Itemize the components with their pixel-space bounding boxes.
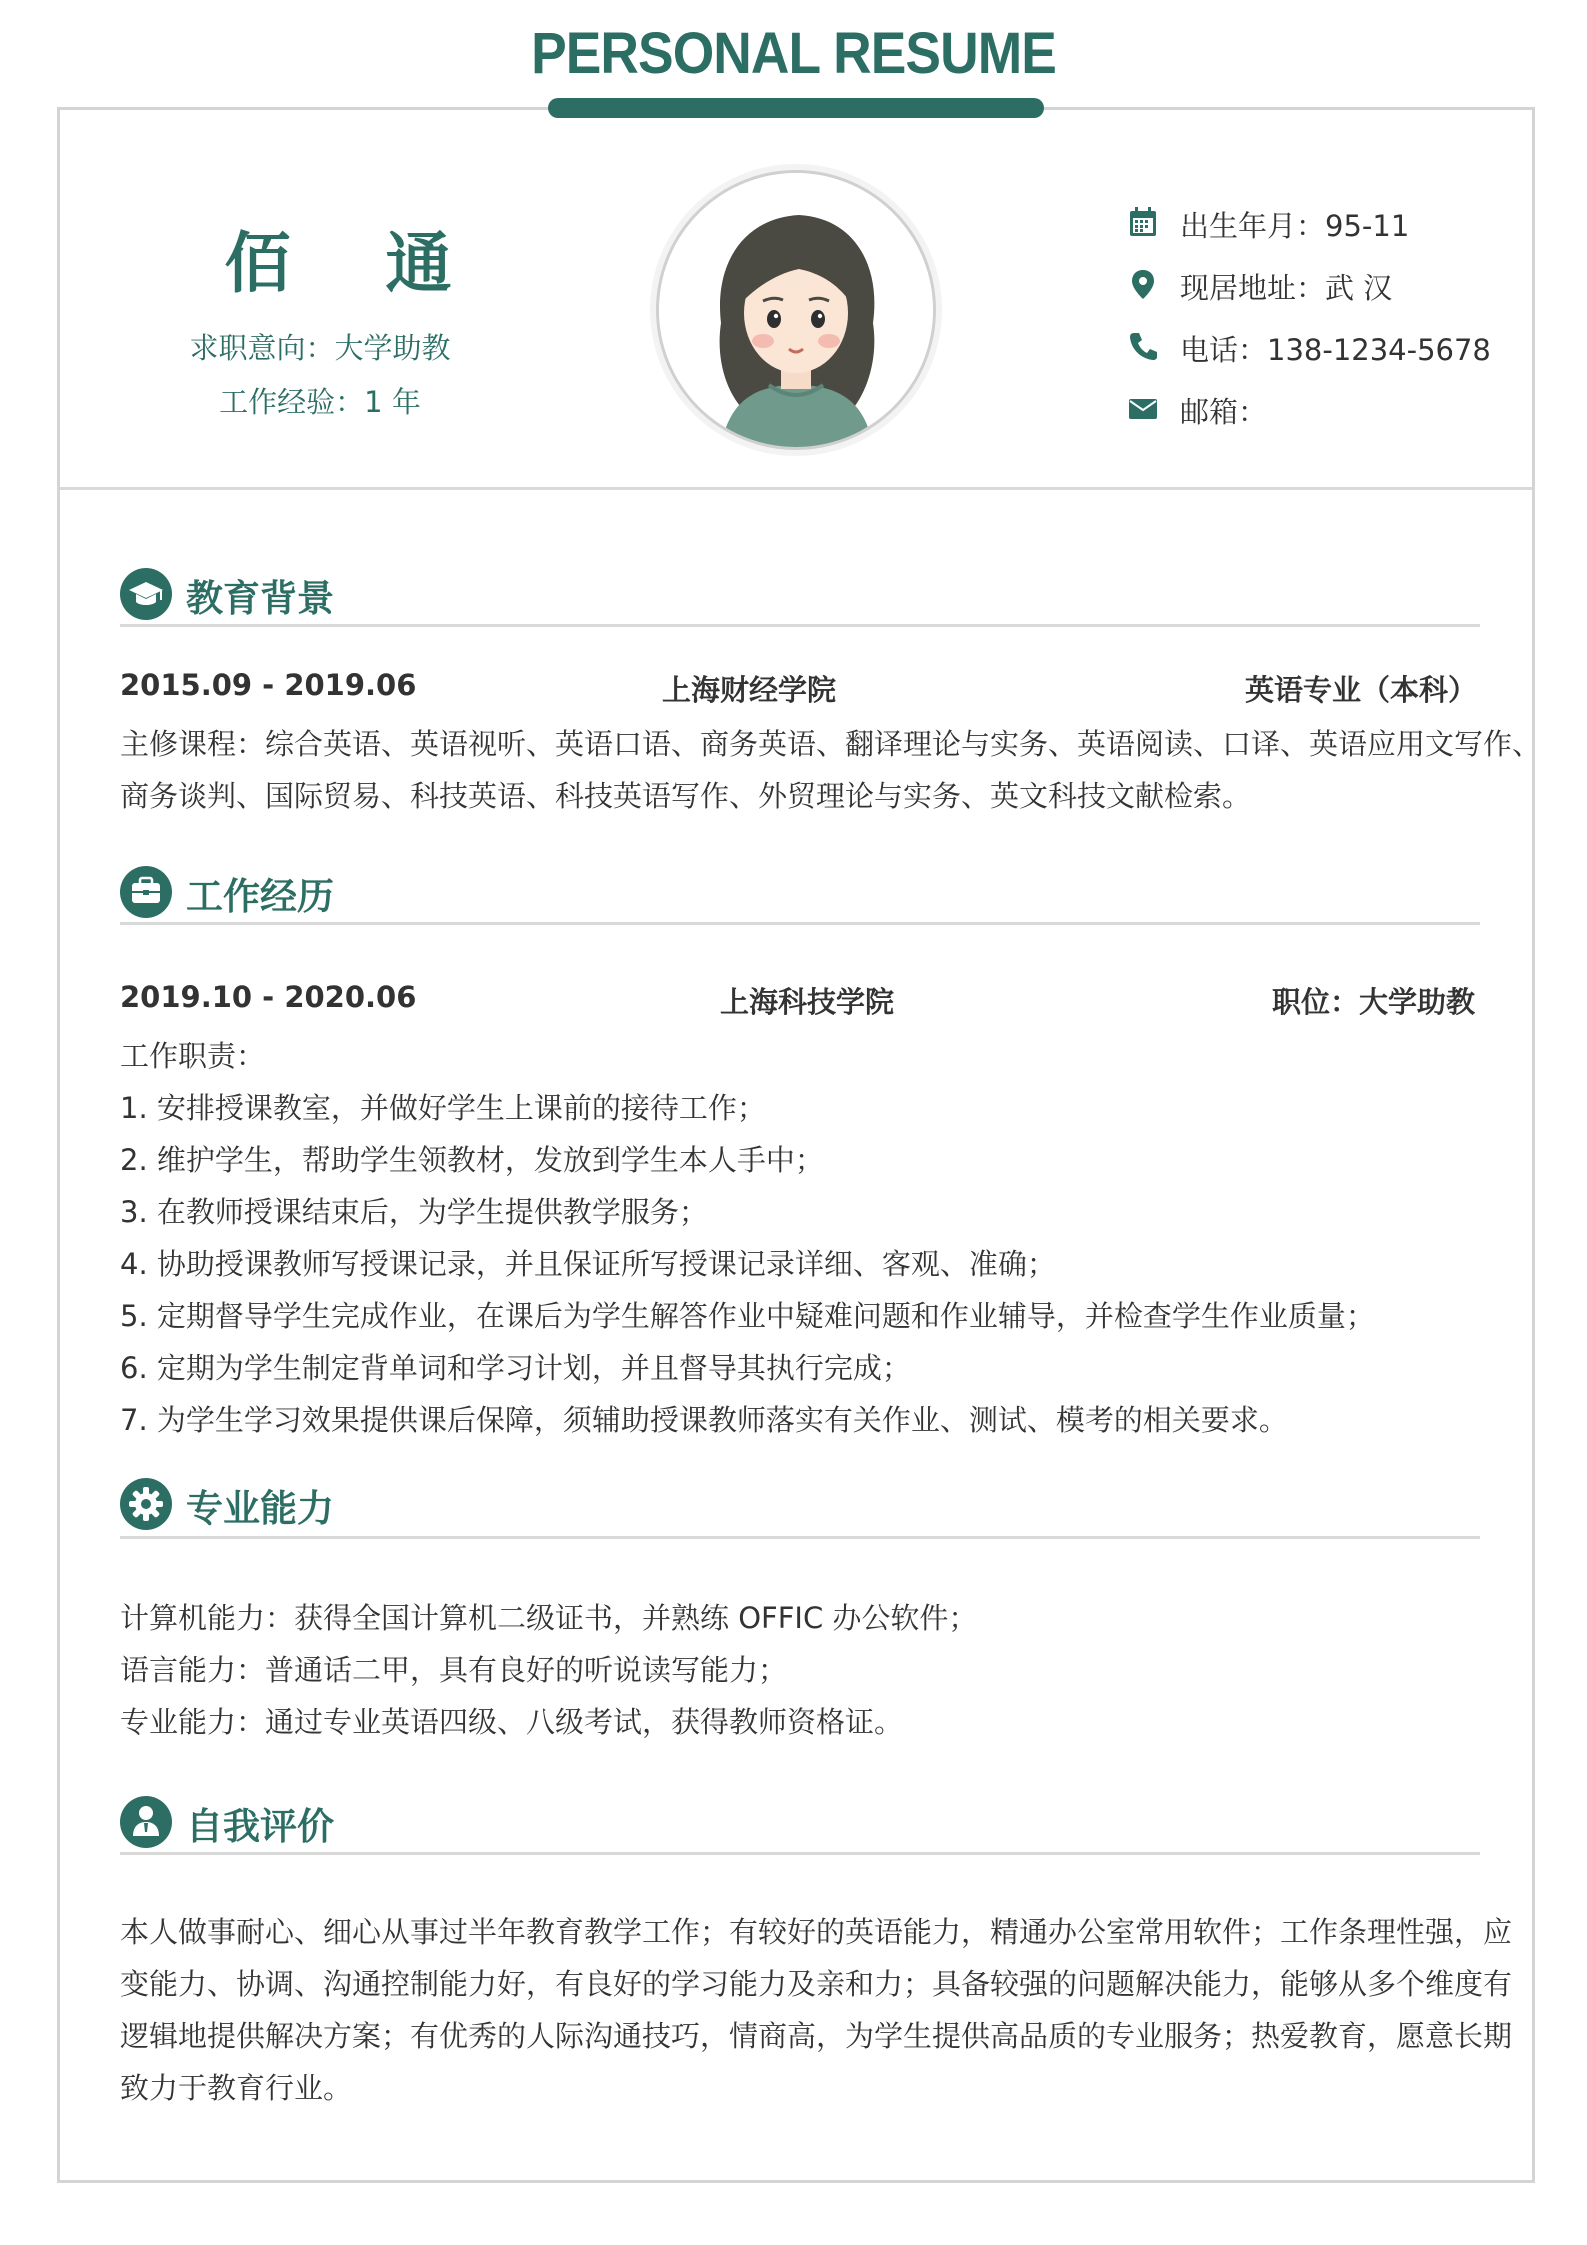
- self-eval-line: 致力于教育行业。: [120, 2071, 353, 2105]
- contact-phone-text: 电话：138-1234-5678: [1180, 333, 1491, 367]
- self-eval-line: 变能力、协调、沟通控制能力好，有良好的学习能力及亲和力；具备较强的问题解决能力，能够从多个维度有: [120, 1967, 1513, 2001]
- gear-icon: [120, 1478, 172, 1530]
- contact-birth-text: 出生年月：95-11: [1180, 209, 1410, 243]
- education-major: 英语专业（本科）: [1244, 673, 1477, 707]
- contact-address-text: 现居地址：武 汉: [1180, 271, 1393, 305]
- education-section-title: 教育背景: [186, 577, 334, 620]
- skill-line: 语言能力：普通话二甲，具有良好的听说读写能力；: [120, 1653, 788, 1687]
- title-underline-bar: [548, 98, 1044, 118]
- work-section-title: 工作经历: [186, 875, 334, 918]
- work-duty-item: 2. 维护学生，帮助学生领教材，发放到学生本人手中；: [120, 1143, 824, 1177]
- resume-title: PERSONAL RESUME: [531, 21, 1056, 86]
- envelope-icon: [1128, 392, 1158, 424]
- candidate-name: 佰 通: [224, 225, 488, 302]
- calendar-icon: [1128, 206, 1158, 238]
- work-duty-item: 5. 定期督导学生完成作业，在课后为学生解答作业中疑难问题和作业辅导，并检查学生作业质量；: [120, 1299, 1375, 1333]
- self-eval-line: 逻辑地提供解决方案；有优秀的人际沟通技巧，情商高，为学生提供高品质的专业服务；热爱教育，愿意长期: [120, 2019, 1513, 2053]
- education-school: 上海财经学院: [662, 673, 837, 707]
- work-duty-item: 6. 定期为学生制定背单词和学习计划，并且督导其执行完成；: [120, 1351, 911, 1385]
- avatar: [656, 170, 936, 450]
- work-duty-item: 7. 为学生学习效果提供课后保障，须辅助授课教师落实有关作业、测试、模考的相关要求。: [120, 1403, 1288, 1437]
- work-duty-item: 3. 在教师授课结束后，为学生提供教学服务；: [120, 1195, 708, 1229]
- work-experience-years: 工作经验：1 年: [219, 385, 421, 419]
- self-eval-line: 本人做事耐心、细心从事过半年教育教学工作；有较好的英语能力，精通办公室常用软件；工作条理性强，应: [120, 1915, 1513, 1949]
- briefcase-icon: [120, 866, 172, 918]
- header-divider: [60, 487, 1532, 490]
- skill-line: 计算机能力：获得全国计算机二级证书，并熟练 OFFIC 办公软件；: [120, 1601, 978, 1635]
- work-duty-item: 4. 协助授课教师写授课记录，并且保证所写授课记录详细、客观、准确；: [120, 1247, 1056, 1281]
- work-duty-item: 1. 安排授课教室，并做好学生上课前的接待工作；: [120, 1091, 766, 1125]
- location-pin-icon: [1128, 268, 1158, 300]
- person-icon: [120, 1796, 172, 1848]
- contact-email-text: 邮箱：: [1180, 395, 1268, 429]
- education-courses-line: 主修课程：综合英语、英语视听、英语口语、商务英语、翻译理论与实务、英语阅读、口译、英语应用文写作、: [120, 727, 1542, 761]
- skills-section-title: 专业能力: [186, 1487, 334, 1530]
- avatar-illustration: [659, 173, 933, 447]
- work-period: 2019.10 - 2020.06: [120, 980, 417, 1014]
- skill-line: 专业能力：通过专业英语四级、八级考试，获得教师资格证。: [120, 1705, 904, 1739]
- education-period: 2015.09 - 2019.06: [120, 668, 417, 702]
- self-eval-section-title: 自我评价: [186, 1805, 334, 1848]
- work-duties-label: 工作职责：: [120, 1039, 266, 1073]
- work-company: 上海科技学院: [720, 985, 895, 1019]
- graduation-cap-icon: [120, 568, 172, 620]
- work-position: 职位：大学助教: [1271, 985, 1475, 1019]
- self-eval-section-rule: [120, 1852, 1480, 1855]
- phone-icon: [1128, 330, 1158, 362]
- education-courses-line: 商务谈判、国际贸易、科技英语、科技英语写作、外贸理论与实务、英文科技文献检索。: [120, 779, 1252, 813]
- education-section-rule: [120, 624, 1480, 627]
- work-section-rule: [120, 922, 1480, 925]
- skills-section-rule: [120, 1536, 1480, 1539]
- job-intent: 求职意向：大学助教: [189, 331, 451, 365]
